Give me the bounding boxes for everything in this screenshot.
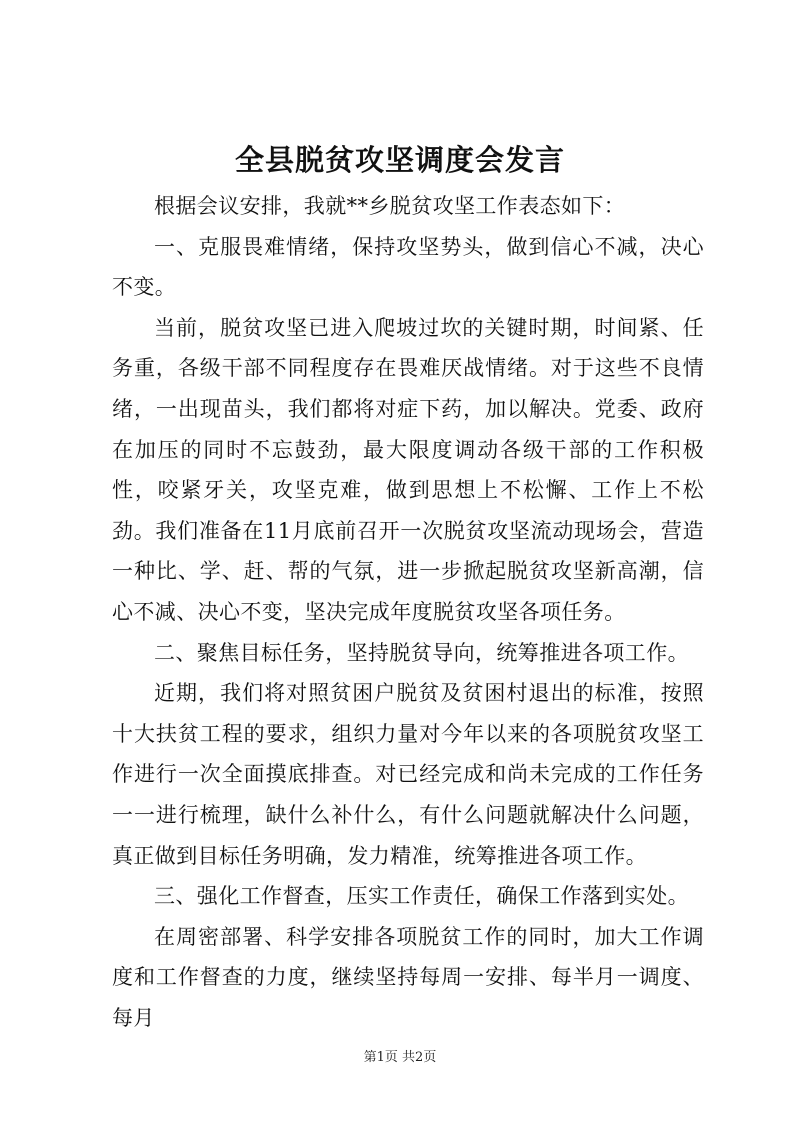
section-heading-3: 三、强化工作督查，压实工作责任，确保工作落到实处。 xyxy=(154,884,689,909)
page-number-footer: 第1页 共2页 xyxy=(363,1050,437,1065)
paragraph-section-3: 在周密部署、科学安排各项脱贫工作的同时，加大工作调度和工作督查的力度，继续坚持每周一安排、每半月一调度、每月 xyxy=(112,924,704,1030)
paragraph-intro: 根据会议安排，我就**乡脱贫攻坚工作表态如下： xyxy=(154,194,626,218)
section-heading-2: 二、聚焦目标任务，坚持脱贫导向，统筹推进各项工作。 xyxy=(154,640,689,665)
paragraph-section-1: 当前，脱贫攻坚已进入爬坡过坎的关键时期，时间紧、任务重，各级干部不同程度存在畏难厌战情绪。对于这些不良情绪，一出现苗头，我们都将对症下药，加以解决。党委、政府在加压的同时不忘鼓劲，最大限度调动各级干部的工作积极性，咬紧牙关，攻坚克难，做到思想上不松懈、工作上不松劲。我们准备在11月底前召开一次脱贫攻坚流动现场会，营造一种比、学、赶、帮的气氛，进一步掀起脱贫攻坚新高潮，信心不减、决心不变，坚决完成年度脱贫攻坚各项任务。 xyxy=(112,315,704,624)
document-title: 全县脱贫攻坚调度会发言 xyxy=(234,143,565,177)
paragraph-section-2: 近期，我们将对照贫困户脱贫及贫困村退出的标准，按照十大扶贫工程的要求，组织力量对今年以来的各项脱贫攻坚工作进行一次全面摸底排查。对已经完成和尚未完成的工作任务一一进行梳理，缺什么补什么，有什么问题就解决什么问题，真正做到目标任务明确，发力精准，统筹推进各项工作。 xyxy=(112,681,704,868)
section-heading-1: 一、克服畏难情绪，保持攻坚势头，做到信心不减，决心不变。 xyxy=(112,234,704,300)
document-body xyxy=(112,186,704,1038)
